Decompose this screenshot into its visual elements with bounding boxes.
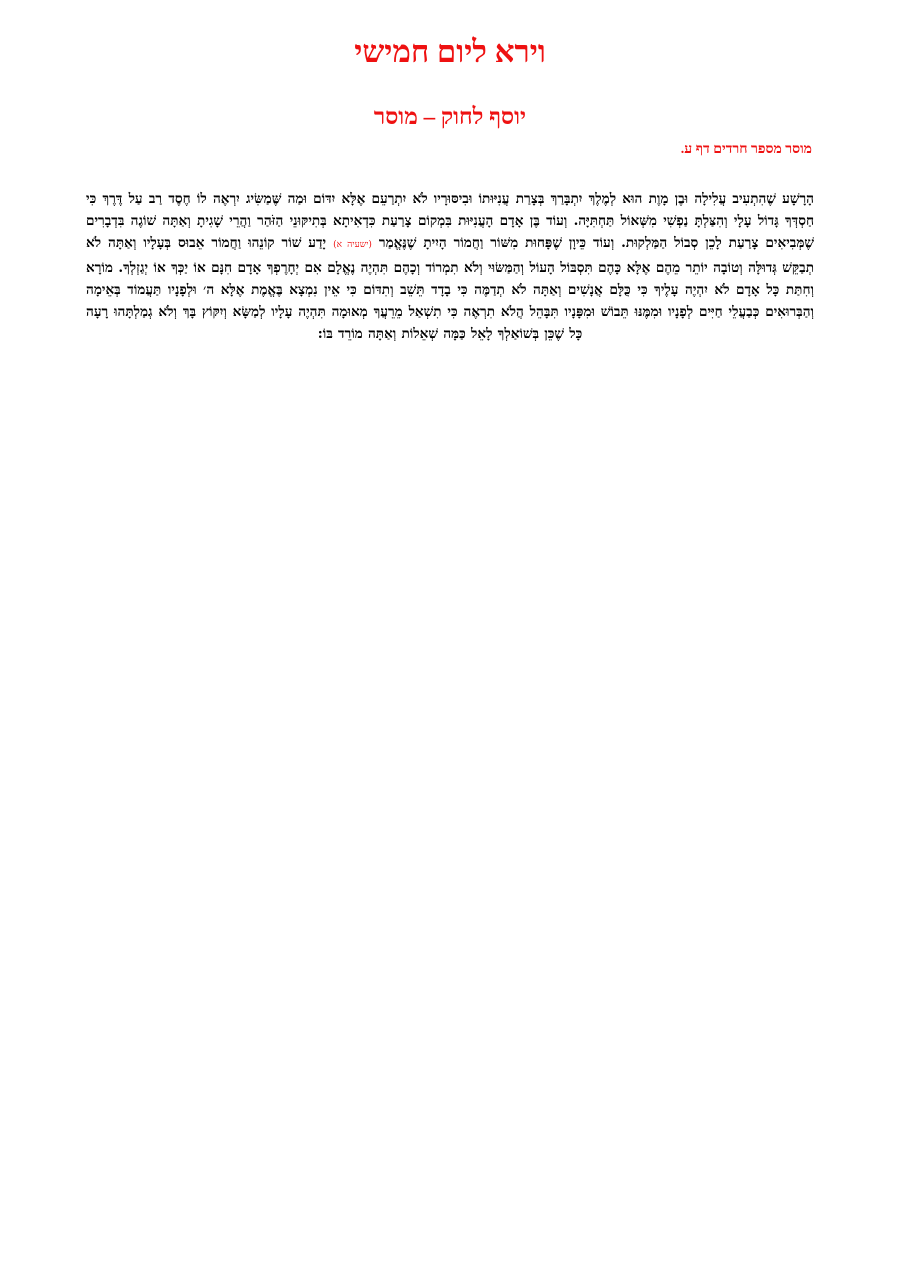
- body-paragraph: [86, 188, 814, 345]
- page-subtitle: יוסף לחוק – מוסר: [373, 104, 527, 129]
- page-title: וירא ליום חמישי: [354, 34, 546, 69]
- source-reference: מוסר מספר חרדים דף ע.: [680, 142, 812, 157]
- paragraph-part-2: יָדַע שׁוֹר קוֹנֵהוּ וַחֲמוֹר אֵבוּס בְּעָלָיו וְאַתָּה לֹא תְבַקֵּשׁ גְּדוּלָּה וְטוֹבָה יוֹתֵר מֵהֶם אֶלָּא כָּהֶם תִּסְבּוֹל הָעוֹל וְהַמַּשּׂוּי וְלֹא תִמְרוֹד וְכָהֶם תִּהְיֶה נֶאֱלָם אִם יְחָרֶפְךָ אָדָם חִנָּם אוֹ יַכְּךָ אוֹ יְגַזְלְךָ. מוֹרָא וְחִתַּת כָּל אָדָם לֹא יִהְיֶה עָלֶיךָ כִּי כֻּלָּם אֲנָשִׁים וְאַתָּה לֹא תְדַמֶּה כִּי בָדָד תֵּשֵׁב וְתִדּוֹם כִּי אֵין נִמְצָא בֶּאֱמֶת אֶלָּא ה׳ וּלְפָנָיו תַּעֲמוֹד בְּאֵימָה וְהַבְּרוּאִים כְּבַעֲלֵי חַיִּים לְפָנָיו וּמִמֶּנּוּ תֵּבוֹשׁ וּמִפָּנָיו תִּבָּהֵל הֲלֹא תִרְאֶה כִּי תִשְׁאַל מֵרֵעֲךָ מְאוּמָה תִּהְיֶה עָלָיו לְמַשָּׂא וְיִקּוֹץ בָּךְ וְלֹא גְמַלְתָּהוּ רָעָה כָּל שֶׁכֵּן בְּשׁוֹאַלְךָ לָאֵל כַּמָּה שְׁאֵלוֹת וְאַתָּה מוֹרֵד בּוֹ:: [86, 235, 814, 343]
- paragraph-part-1: הָרָשָׁע שֶׁהִתְעִיב עֲלִילָה וּבֶן מָוֶת הוּא לְמֶלֶךְ יִתְבָּרַךְ בְּצָרַת עֲנִיּוּתוֹ וּבִיסּוּרָיו לֹא יִתְרַעֵם אֶלָּא יִדּוֹם וּמַה שֶּׁמַשִּׂיג יִרְאֶה לוֹ חֶסֶד רַב עַל דֶּרֶךְ כִּי חַסְדְּךָ גָּדוֹל עָלָי וְהִצַּלְתָּ נַפְשִׁי מִשְּׁאוֹל תַּחְתִּיָּה. וְעוֹד בֶּן אָדָם הָעֲנִיּוּת בִּמְקוֹם צָרַעַת כִּדְאִיתָא בְּתִיקּוּנֵי הַזֹּהַר וַהֲרֵי שָׁגִיתָ וְאַתָּה שׁוֹגֶה בִּדְבָרִים שֶׁמְּבִיאִים צָרַעַת לָכֵן סְבוֹל הַמַּלְקוּת. וְעוֹד כֵּיוָן שֶׁפָּחוּת מִשּׁוֹר וַחֲמוֹר הָיִיתָ שֶׁנֶּאֱמַר: [86, 191, 814, 252]
- citation-reference: (ישעיה א): [333, 240, 372, 251]
